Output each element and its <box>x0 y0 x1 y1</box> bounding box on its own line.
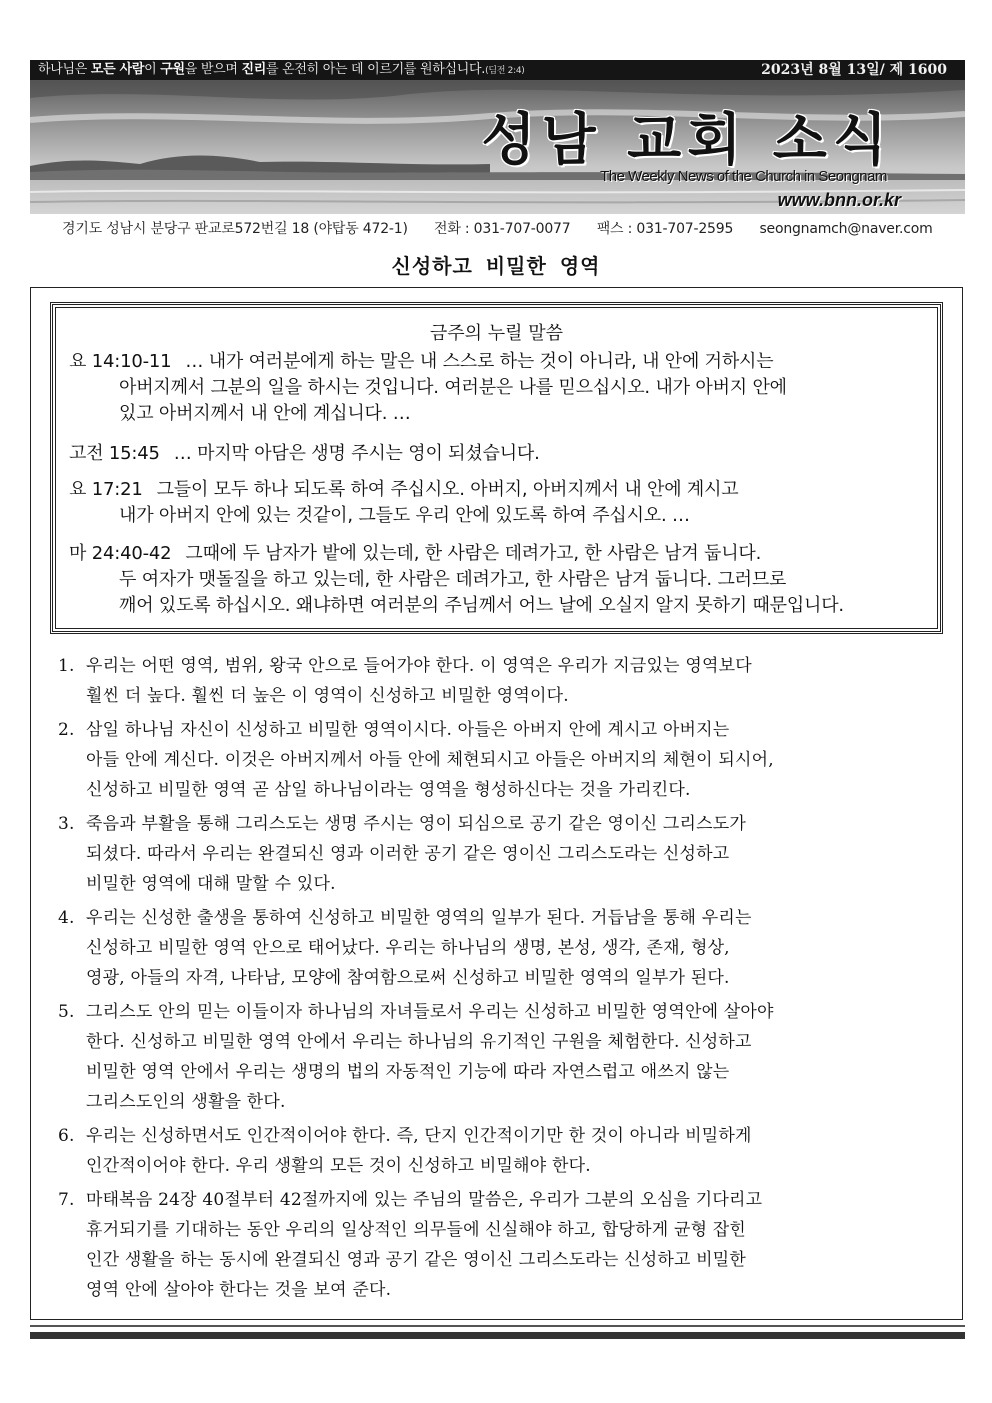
verse-ref: 요 14:10-11 <box>69 351 172 372</box>
list-item <box>58 809 938 899</box>
article-title: 신성하고 비밀한 영역 <box>391 254 601 278</box>
list-text: 아들 안에 계신다. 이것은 아버지께서 아들 안에 체현되시고 아들은 아버지의 체현이 되시어, <box>86 750 774 770</box>
list-number: 1. <box>58 656 75 676</box>
list-item <box>58 903 938 993</box>
banner-verse-text: 이 <box>144 62 161 77</box>
list-text: 그리스도 안의 믿는 이들이자 하나님의 자녀들로서 우리는 신성하고 비밀한 영역안에 살아야 <box>86 1002 774 1022</box>
contact-line <box>62 218 933 238</box>
verse-text: 그들이 모두 하나 되도록 하여 주십시오. 아버지, 아버지께서 내 안에 계시고 <box>156 479 739 500</box>
fax: 팩스 : 031-707-2595 <box>596 221 734 237</box>
list-text: 삼일 하나님 자신이 신성하고 비밀한 영역이시다. 아들은 아버지 안에 계시고 아버지는 <box>86 720 730 740</box>
newsletter-subtitle: The Weekly News of the Church in Seongnam <box>600 168 887 185</box>
verse-text: 아버지께서 그분의 일을 하시는 것입니다. 여러분은 나를 믿으십시오. 내가 아버지 안에 <box>119 377 787 398</box>
list-text: 비밀한 영역 안에서 우리는 생명의 법의 자동적인 기능에 따라 자연스럽고 애쓰지 않는 <box>86 1062 730 1082</box>
issue-date: 2023년 8월 13일/ 제 1600 <box>761 62 947 78</box>
verse-ref: 요 17:21 <box>69 479 143 500</box>
list-item <box>58 997 938 1117</box>
bottom-divider-thin <box>30 1325 965 1327</box>
list-number: 5. <box>58 1002 75 1022</box>
list-text: 한다. 신성하고 비밀한 영역 안에서 우리는 하나님의 유기적인 구원을 체험한다. 신성하고 <box>86 1032 752 1052</box>
list-text: 휴거되기를 기대하는 동안 우리의 일상적인 의무들에 신실해야 하고, 합당하게 균형 잡힌 <box>86 1220 747 1240</box>
list-text: 신성하고 비밀한 영역 곧 삼일 하나님이라는 영역을 형성하신다는 것을 가리킨다. <box>86 780 691 800</box>
banner-verse-bold: 진리 <box>241 62 266 77</box>
verse-line <box>69 541 929 567</box>
top-banner <box>30 60 965 80</box>
list-text: 마태복음 24장 40절부터 42절까지에 있는 주님의 말씀은, 우리가 그분의 오심을 기다리고 <box>86 1190 763 1210</box>
website-link[interactable]: www.bnn.or.kr <box>777 190 901 210</box>
verse-line <box>69 477 929 503</box>
verse-text: 그때에 두 남자가 밭에 있는데, 한 사람은 데려가고, 한 사람은 남겨 둡니다. <box>185 543 762 564</box>
list-text: 죽음과 부활을 통해 그리스도는 생명 주시는 영이 되심으로 공기 같은 영이신 그리스도가 <box>86 814 747 834</box>
verse-entry <box>69 349 929 427</box>
list-number: 6. <box>58 1126 75 1146</box>
list-text: 우리는 신성하면서도 인간적이어야 한다. 즉, 단지 인간적이기만 한 것이 아니라 비밀하게 <box>86 1126 752 1146</box>
banner-verse-text: 하나님은 <box>38 62 91 77</box>
verse-entry <box>69 477 929 529</box>
newsletter-title: 성남 교회 소식 <box>481 108 893 173</box>
verse-entry <box>69 541 929 619</box>
list-item <box>58 1185 938 1305</box>
banner-verse-bold: 구원 <box>160 62 185 77</box>
verse-text: 있고 아버지께서 내 안에 계십니다. … <box>119 403 411 424</box>
list-text: 되셨다. 따라서 우리는 완결되신 영과 이러한 공기 같은 영이신 그리스도라는 신성하고 <box>86 844 730 864</box>
verse-text: 내가 아버지 안에 있는 것같이, 그들도 우리 안에 있도록 하여 주십시오. … <box>119 505 690 526</box>
banner-verse-bold: 모든 사람 <box>90 62 145 77</box>
bottom-divider-thick <box>30 1332 965 1339</box>
list-text: 비밀한 영역에 대해 말할 수 있다. <box>86 874 336 894</box>
list-text: 인간 생활을 하는 동시에 완결되신 영과 공기 같은 영이신 그리스도라는 신성하고 비밀한 <box>86 1250 747 1270</box>
email[interactable]: seongnamch@naver.com <box>759 221 933 237</box>
list-text: 영역 안에 살아야 한다는 것을 보여 준다. <box>86 1280 392 1300</box>
list-text: 훨씬 더 높다. 훨씬 더 높은 이 영역이 신성하고 비밀한 영역이다. <box>86 686 569 706</box>
verse-text: 두 여자가 맷돌질을 하고 있는데, 한 사람은 데려가고, 한 사람은 남겨 둡니다. 그러므로 <box>119 569 787 590</box>
verse-entry <box>69 441 929 467</box>
verse-box <box>50 302 943 634</box>
list-item <box>58 1121 938 1181</box>
list-text: 그리스도인의 생활을 한다. <box>86 1092 286 1112</box>
list-text: 우리는 어떤 영역, 범위, 왕국 안으로 들어가야 한다. 이 영역은 우리가 지금있는 영역보다 <box>86 656 752 676</box>
list-number: 7. <box>58 1190 75 1210</box>
list-number: 2. <box>58 720 75 740</box>
verse-text: … 마지막 아담은 생명 주시는 영이 되셨습니다. <box>173 443 540 464</box>
verse-line <box>69 441 929 467</box>
verse-text: 깨어 있도록 하십시오. 왜냐하면 여러분의 주님께서 어느 날에 오실지 알지 못하기 때문입니다. <box>119 595 844 616</box>
list-number: 4. <box>58 908 75 928</box>
header-image <box>30 80 965 214</box>
banner-verse-text: 를 온전히 아는 데 이르기를 원하십니다. <box>266 62 486 77</box>
verse-line <box>69 349 929 375</box>
list-text: 영광, 아들의 자격, 나타남, 모양에 참여함으로써 신성하고 비밀한 영역의 일부가 된다. <box>86 968 730 988</box>
list-item <box>58 715 938 805</box>
verse-ref: 고전 15:45 <box>69 443 160 464</box>
list-item <box>58 651 938 711</box>
banner-verse-ref: (딤전 2:4) <box>485 66 525 76</box>
address: 경기도 성남시 분당구 판교로572번길 18 (야탑동 472-1) <box>62 221 408 237</box>
list-text: 인간적이어야 한다. 우리 생활의 모든 것이 신성하고 비밀해야 한다. <box>86 1156 591 1176</box>
numbered-points <box>58 651 938 1309</box>
phone: 전화 : 031-707-0077 <box>434 221 571 237</box>
verse-ref: 마 24:40-42 <box>69 543 172 564</box>
verse-text: … 내가 여러분에게 하는 말은 내 스스로 하는 것이 아니라, 내 안에 거하시는 <box>185 351 774 372</box>
list-text: 우리는 신성한 출생을 통하여 신성하고 비밀한 영역의 일부가 된다. 거듭남을 통해 우리는 <box>86 908 752 928</box>
banner-verse-text: 을 받으며 <box>184 62 242 77</box>
list-text: 신성하고 비밀한 영역 안으로 태어났다. 우리는 하나님의 생명, 본성, 생각, 존재, 형상, <box>86 938 730 958</box>
verse-box-heading: 금주의 누릴 말씀 <box>429 323 564 344</box>
banner-verse <box>38 60 524 81</box>
list-number: 3. <box>58 814 75 834</box>
